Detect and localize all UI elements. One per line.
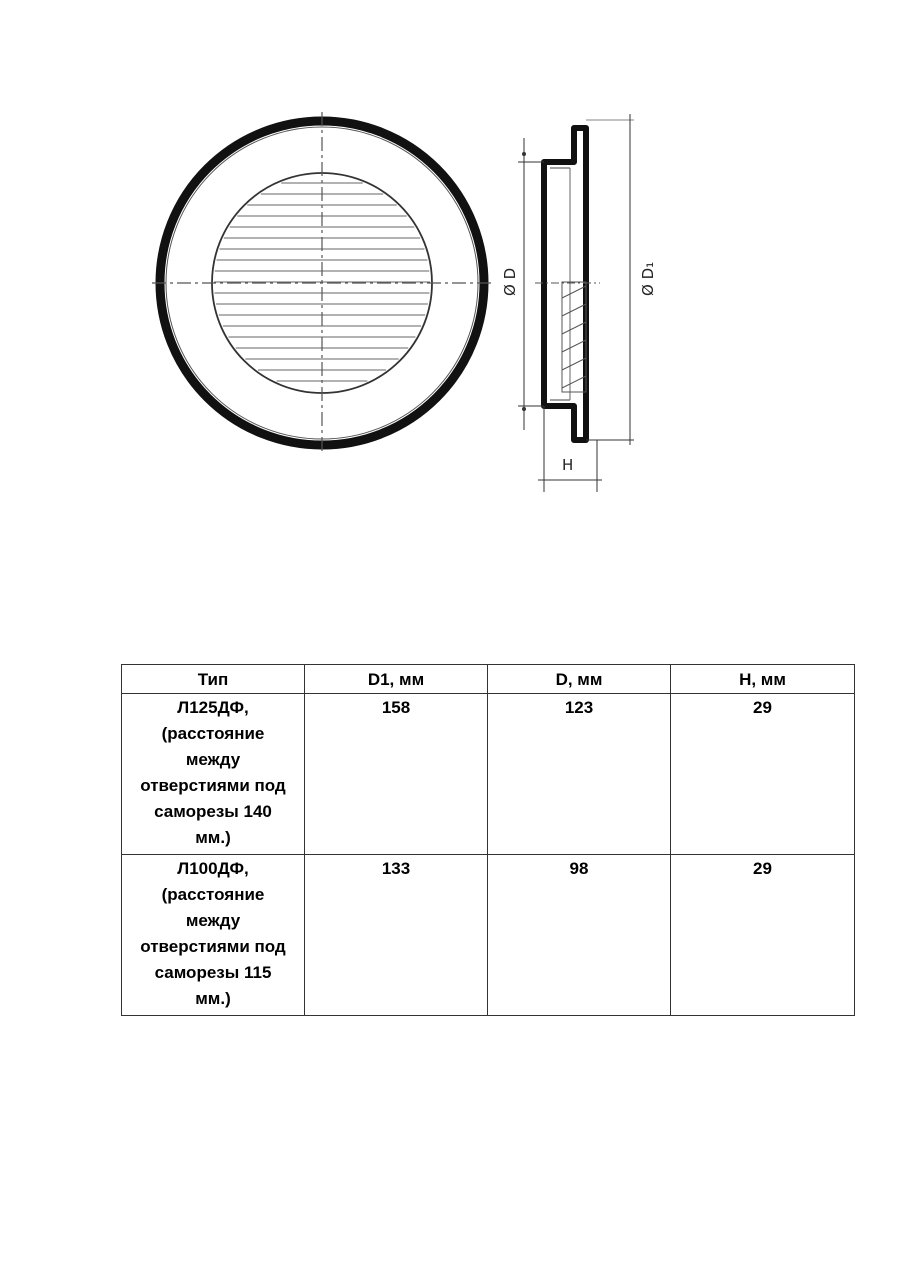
cell-h: 29	[671, 855, 855, 1016]
cell-h: 29	[671, 694, 855, 855]
front-view	[152, 112, 492, 452]
dim-d-label: Ø D	[501, 267, 519, 296]
drawing-svg	[130, 100, 690, 505]
dim-d-tick-bottom	[522, 407, 526, 411]
dim-d1-label: Ø D₁	[639, 261, 657, 296]
grille-technical-drawing	[130, 100, 690, 505]
header-d: D, мм	[488, 665, 671, 694]
table-header-row	[122, 665, 855, 694]
specification-table	[121, 664, 855, 1016]
cell-d: 123	[488, 694, 671, 855]
cell-d1: 133	[305, 855, 488, 1016]
cell-d: 98	[488, 855, 671, 1016]
dim-h-label: H	[562, 456, 574, 474]
side-view	[501, 114, 657, 492]
header-h: H, мм	[671, 665, 855, 694]
dim-d-tick-top	[522, 152, 526, 156]
header-type: Тип	[122, 665, 305, 694]
table-row	[122, 855, 855, 1016]
side-profile	[544, 128, 586, 440]
cell-type: Л100ДФ, (расстояние между отверстиями под саморезы 115 мм.)	[122, 855, 305, 1016]
section-hatch-area	[562, 282, 586, 392]
table-row	[122, 694, 855, 855]
header-d1: D1, мм	[305, 665, 488, 694]
cell-d1: 158	[305, 694, 488, 855]
cell-type: Л125ДФ, (расстояние между отверстиями под саморезы 140 мм.)	[122, 694, 305, 855]
section-hatching	[562, 286, 586, 388]
